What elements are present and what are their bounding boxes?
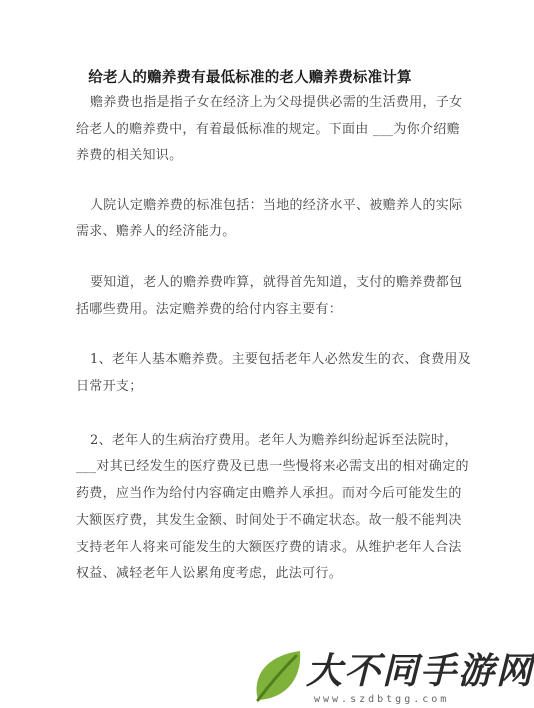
paragraph-5-line-6: 权益、减轻老年人讼累角度考虑，此法可行。: [76, 566, 343, 581]
paragraph-2-line-2: 需求、赡养人的经济能力。: [76, 224, 236, 239]
paragraph-5-line-1: 2、老年人的生病治疗费用。老年人为赡养纠纷起诉至法院时，: [90, 433, 458, 448]
paragraph-5-line-3: 药费，应当作为给付内容确定由赡养人承担。而对今后可能发生的: [76, 486, 462, 501]
paragraph-1-line-1: 赡养费也指是指子女在经济上为父母提供必需的生活费用，子女: [90, 95, 463, 110]
paragraph-5-line-5: 支持老年人将来可能发生的大额医疗费的请求。从维护老年人合法: [76, 540, 462, 555]
watermark-site-url: www.szdbtgg.com: [314, 694, 450, 705]
document-title: 给老人的赡养费有最低标准的老人赡养费标准计算: [88, 69, 412, 86]
paragraph-3-line-2: 括哪些费用。法定赡养费的给付内容主要有：: [76, 302, 343, 317]
paragraph-4-line-2: 日常开支；: [76, 379, 143, 394]
paragraph-5-line-2: ___对其已经发生的医疗费及已患一些慢将来必需支出的相对确定的: [76, 459, 469, 474]
leaf-logo-icon: [250, 648, 304, 704]
paragraph-1-line-2: 给老人的赡养费中，有着最低标准的规定。下面由 ___为你介绍赡: [76, 122, 460, 137]
paragraph-5-line-4: 大额医疗费，其发生金额、时间处于不确定状态。故一般不能判决: [76, 513, 462, 528]
site-watermark: [248, 646, 534, 708]
paragraph-4-line-1: 1、老年人基本赡养费。主要包括老年人必然发生的衣、食费用及: [90, 352, 471, 367]
paragraph-2-line-1: 人院认定赡养费的标准包括：当地的经济水平、被赡养人的实际: [90, 198, 463, 213]
paragraph-3-line-1: 要知道，老人的赡养费咋算，就得首先知道，支付的赡养费都包: [90, 275, 463, 290]
watermark-site-name: 大不同手游网: [306, 651, 534, 692]
paragraph-1-line-3: 养费的相关知识。: [76, 148, 183, 163]
